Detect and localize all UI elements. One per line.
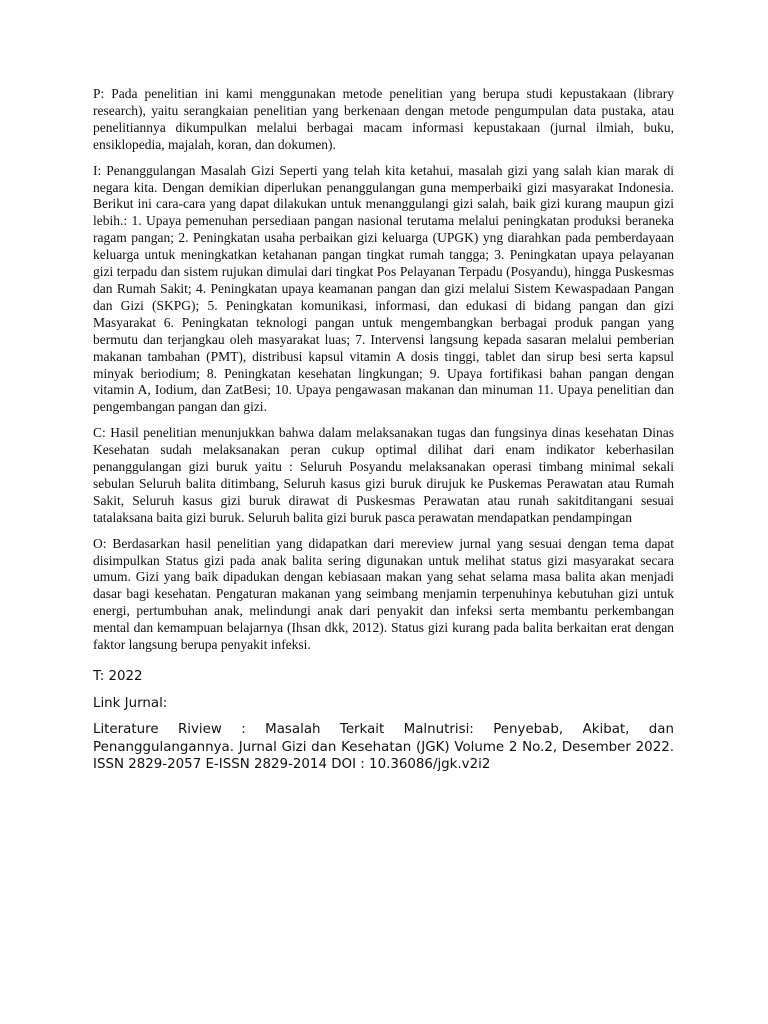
paragraph-t-year: T: 2022 — [93, 669, 143, 684]
paragraph-i-intervention: I: Penanggulangan Masalah Gizi Seperti yang telah kita ketahui, masalah gizi yang salah kian marak di negara kita. Dengan demikian diperlukan penanggulangan guna memperbaiki gizi masyarakat Indonesia. Berikut ini cara-cara yang dapat dilakukan untuk menanggulangi gizi salah, baik gizi kurang maupun gizi lebih.: 1. Upaya pemenuhan persediaan pangan nasional terutama melalui peningkatan produksi beraneka ragam pangan; 2. Peningkatan usaha perbaikan gizi keluarga (UPGK) yng diarahkan pada pemberdayaan keluarga untuk meningkatkan ketahanan pangan tingkat rumah tangga; 3. Peningkatan upaya pelayanan gizi terpadu dan sistem rujukan dimulai dari tingkat Pos Pelayanan Terpadu (Posyandu), hingga Puskesmas dan Rumah Sakit; 4. Peningkatan upaya keamanan pangan dan gizi melalui Sistem Kewaspadaan Pangan dan Gizi (SKPG); 5. Peningkatan komunikasi, informasi, dan edukasi di bidang pangan dan gizi Masyarakat 6. Peningkatan teknologi pangan untuk mengembangkan berbagai produk pangan yang bermutu dan terjangkau oleh masyarakat luas; 7. Intervensi langsung kepada sasaran melalui pemberian makanan tambahan (PMT), distribusi kapsul vitamin A dosis tinggi, tablet dan sirup besi serta kapsul minyak beriodium; 8. Peningkatan kesehatan lingkungan; 9. Upaya fortifikasi bahan pangan dengan vitamin A, Iodium, dan ZatBesi; 10. Upaya pengawasan makanan dan minuman 11. Upaya penelitian dan pengembangan pangan dan gizi. — [93, 162, 674, 415]
paragraph-o-outcome: O: Berdasarkan hasil penelitian yang didapatkan dari mereview jurnal yang sesuai dengan tema dapat disimpulkan Status gizi pada anak balita sering digunakan untuk melihat status gizi masyarakat secara umum. Gizi yang baik dipadukan dengan kebiasaan makan yang sehat selama masa balita akan menjadi dasar bagi kesehatan. Pengaturan makanan yang seimbang menjamin terpenuhinya kebutuhan gizi untuk energi, pertumbuhan anak, melindungi anak dari penyakit dan infeksi serta membantu perkembangan mental dan kemampuan belajarnya (Ihsan dkk, 2012). Status gizi kurang pada balita berkaitan erat dengan faktor langsung berupa penyakit infeksi. — [93, 535, 674, 653]
paragraph-c-comparison: C: Hasil penelitian menunjukkan bahwa dalam melaksanakan tugas dan fungsinya dinas kesehatan Dinas Kesehatan sudah melaksanakan peran cukup optimal dilihat dari enam indikator keberhasilan penanggulangan gizi buruk yaitu : Seluruh Posyandu melaksanakan operasi timbang minimal sekali sebulan Seluruh balita ditimbang, Seluruh kasus gizi buruk dirujuk ke Puskemas Perawatan atau Rumah Sakit, Seluruh kasus gizi buruk dirawat di Puskesmas Perawatan atau runah sakitditangani sesuai tatalaksana baita gizi buruk. Seluruh balita gizi buruk pasca perawatan mendapatkan pendampingan — [93, 425, 674, 525]
link-journal-label: Link Jurnal: — [93, 695, 168, 711]
journal-citation: Literature Riview : Masalah Terkait Malnutrisi: Penyebab, Akibat, dan Penanggulangannya. Jurnal Gizi dan Kesehatan (JGK) Volume 2 No.2, Desember 2022. ISSN 2829-2057 E-ISSN 2829-2014 DOI : 10.36086/jgk.v2i2 — [93, 722, 674, 772]
document-page — [93, 86, 674, 783]
paragraph-p-method: P: Pada penelitian ini kami menggunakan metode penelitian yang berupa studi kepustakaan (library research), yaitu serangkaian penelitian yang berkenaan dengan metode pengumpulan data pustaka, atau penelitiannya dikumpulkan melalui berbagai macam informasi kepustakaan (jurnal ilmiah, buku, ensiklopedia, majalah, koran, dan dokumen). — [93, 86, 674, 152]
